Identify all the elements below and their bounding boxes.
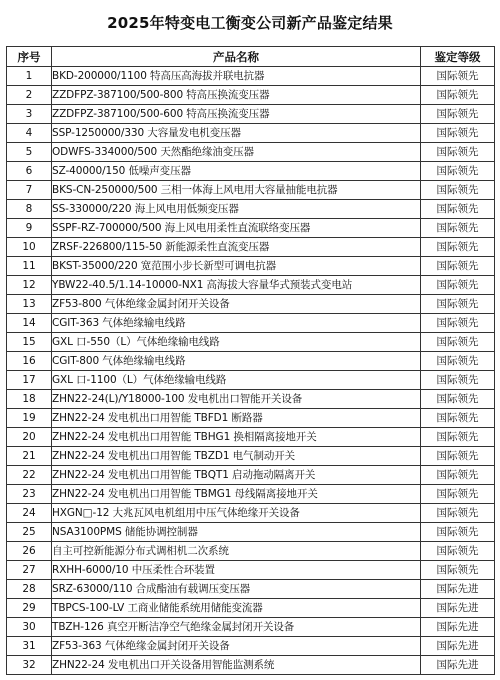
row-product-name: TBZH-126 真空开断洁净空气绝缘金属封闭开关设备 [52,618,421,637]
row-serial-number: 11 [7,257,52,276]
header-row [7,47,495,67]
row-serial-number: 29 [7,599,52,618]
row-grade: 国际先进 [421,599,495,618]
row-grade: 国际领先 [421,295,495,314]
row-serial-number: 30 [7,618,52,637]
row-product-name: ZRSF-226800/115-50 新能源柔性直流变压器 [52,238,421,257]
table-row [7,352,495,371]
row-product-name: ZHN22-24 发电机出口用智能 TBHG1 换相隔离接地开关 [52,428,421,447]
row-serial-number: 24 [7,504,52,523]
table-row [7,200,495,219]
row-serial-number: 12 [7,276,52,295]
row-grade: 国际先进 [421,580,495,599]
table-row [7,561,495,580]
row-product-name: GXL 口-1100（L）气体绝缘输电线路 [52,371,421,390]
row-serial-number: 17 [7,371,52,390]
row-grade: 国际领先 [421,143,495,162]
table-row [7,523,495,542]
row-grade: 国际领先 [421,523,495,542]
table-row [7,466,495,485]
row-product-name: CGIT-800 气体绝缘输电线路 [52,352,421,371]
row-product-name: ZHN22-24 发电机出口用智能 TBFD1 断路器 [52,409,421,428]
header-product-name: 产品名称 [52,47,421,67]
row-serial-number: 25 [7,523,52,542]
row-grade: 国际领先 [421,124,495,143]
table-row [7,599,495,618]
row-serial-number: 1 [7,67,52,86]
row-grade: 国际领先 [421,428,495,447]
row-grade: 国际领先 [421,238,495,257]
row-product-name: HXGN□-12 大兆瓦风电机组用中压气体绝缘开关设备 [52,504,421,523]
row-product-name: CGIT-363 气体绝缘输电线路 [52,314,421,333]
row-grade: 国际领先 [421,276,495,295]
row-grade: 国际领先 [421,352,495,371]
table-row [7,181,495,200]
row-grade: 国际领先 [421,504,495,523]
row-product-name: 自主可控新能源分布式调相机二次系统 [52,542,421,561]
table-row [7,105,495,124]
document-title: 2025年特变电工衡变公司新产品鉴定结果 [107,14,393,32]
row-product-name: BKD-200000/1100 特高压高海拔并联电抗器 [52,67,421,86]
table-row [7,580,495,599]
row-grade: 国际领先 [421,86,495,105]
row-grade: 国际领先 [421,257,495,276]
table-row [7,371,495,390]
row-product-name: ZF53-363 气体绝缘金属封闭开关设备 [52,637,421,656]
table-row [7,637,495,656]
row-product-name: ZHN22-24 发电机出口用智能 TBQT1 启动拖动隔离开关 [52,466,421,485]
row-serial-number: 4 [7,124,52,143]
row-product-name: ODWFS-334000/500 天然酯绝缘油变压器 [52,143,421,162]
row-serial-number: 15 [7,333,52,352]
row-grade: 国际领先 [421,181,495,200]
header-serial-number: 序号 [7,47,52,67]
row-grade: 国际领先 [421,390,495,409]
table-row [7,428,495,447]
row-serial-number: 21 [7,447,52,466]
results-table [6,46,495,675]
row-grade: 国际先进 [421,637,495,656]
row-serial-number: 5 [7,143,52,162]
row-product-name: SSP-1250000/330 大容量发电机变压器 [52,124,421,143]
row-product-name: ZHN22-24(L)/Y18000-100 发电机出口智能开关设备 [52,390,421,409]
row-product-name: NSA3100PMS 储能协调控制器 [52,523,421,542]
row-serial-number: 31 [7,637,52,656]
row-serial-number: 10 [7,238,52,257]
row-product-name: TBPCS-100-LV 工商业储能系统用储能变流器 [52,599,421,618]
table-row [7,162,495,181]
row-serial-number: 20 [7,428,52,447]
table-row [7,485,495,504]
row-product-name: ZHN22-24 发电机出口用智能 TBZD1 电气制动开关 [52,447,421,466]
row-product-name: ZZDFPZ-387100/500-800 特高压换流变压器 [52,86,421,105]
row-product-name: GXL 口-550（L）气体绝缘输电线路 [52,333,421,352]
table-row [7,295,495,314]
row-grade: 国际领先 [421,333,495,352]
row-serial-number: 6 [7,162,52,181]
table-row [7,618,495,637]
row-product-name: ZZDFPZ-387100/500-600 特高压换流变压器 [52,105,421,124]
table-row [7,333,495,352]
row-product-name: SS-330000/220 海上风电用低频变压器 [52,200,421,219]
row-product-name: SSPF-RZ-700000/500 海上风电用柔性直流联络变压器 [52,219,421,238]
table-row [7,542,495,561]
row-serial-number: 2 [7,86,52,105]
row-product-name: ZHN22-24 发电机出口用智能 TBMG1 母线隔离接地开关 [52,485,421,504]
row-serial-number: 19 [7,409,52,428]
table-row [7,219,495,238]
row-serial-number: 13 [7,295,52,314]
row-grade: 国际领先 [421,485,495,504]
table-row [7,314,495,333]
table-row [7,238,495,257]
row-grade: 国际领先 [421,466,495,485]
row-serial-number: 14 [7,314,52,333]
row-product-name: BKS-CN-250000/500 三相一体海上风电用大容量抽能电抗器 [52,181,421,200]
row-product-name: RXHH-6000/10 中压柔性合环装置 [52,561,421,580]
row-product-name: ZF53-800 气体绝缘金属封闭开关设备 [52,295,421,314]
row-grade: 国际领先 [421,314,495,333]
table-row [7,409,495,428]
row-serial-number: 8 [7,200,52,219]
row-grade: 国际领先 [421,105,495,124]
row-grade: 国际先进 [421,618,495,637]
table-row [7,257,495,276]
row-grade: 国际先进 [421,656,495,675]
row-serial-number: 9 [7,219,52,238]
row-product-name: SRZ-63000/110 合成酯油有载调压变压器 [52,580,421,599]
table-row [7,656,495,675]
header-grade: 鉴定等级 [421,47,495,67]
table-row [7,86,495,105]
table-body [7,67,495,675]
table-header [7,47,495,67]
table-row [7,143,495,162]
table-row [7,276,495,295]
row-serial-number: 3 [7,105,52,124]
row-grade: 国际领先 [421,561,495,580]
row-serial-number: 22 [7,466,52,485]
table-row [7,447,495,466]
row-product-name: BKST-35000/220 宽范围小步长新型可调电抗器 [52,257,421,276]
table-row [7,390,495,409]
row-grade: 国际领先 [421,67,495,86]
row-serial-number: 7 [7,181,52,200]
table-row [7,504,495,523]
row-grade: 国际领先 [421,447,495,466]
row-product-name: ZHN22-24 发电机出口开关设备用智能监测系统 [52,656,421,675]
row-grade: 国际领先 [421,371,495,390]
row-serial-number: 27 [7,561,52,580]
row-product-name: SZ-40000/150 低噪声变压器 [52,162,421,181]
table-row [7,67,495,86]
row-serial-number: 28 [7,580,52,599]
row-serial-number: 16 [7,352,52,371]
row-grade: 国际领先 [421,542,495,561]
row-serial-number: 18 [7,390,52,409]
row-product-name: YBW22-40.5/1.14-10000-NX1 高海拔大容量华式预装式变电站 [52,276,421,295]
row-grade: 国际领先 [421,219,495,238]
row-grade: 国际领先 [421,162,495,181]
row-grade: 国际领先 [421,409,495,428]
row-serial-number: 32 [7,656,52,675]
table-row [7,124,495,143]
row-grade: 国际领先 [421,200,495,219]
row-serial-number: 23 [7,485,52,504]
row-serial-number: 26 [7,542,52,561]
